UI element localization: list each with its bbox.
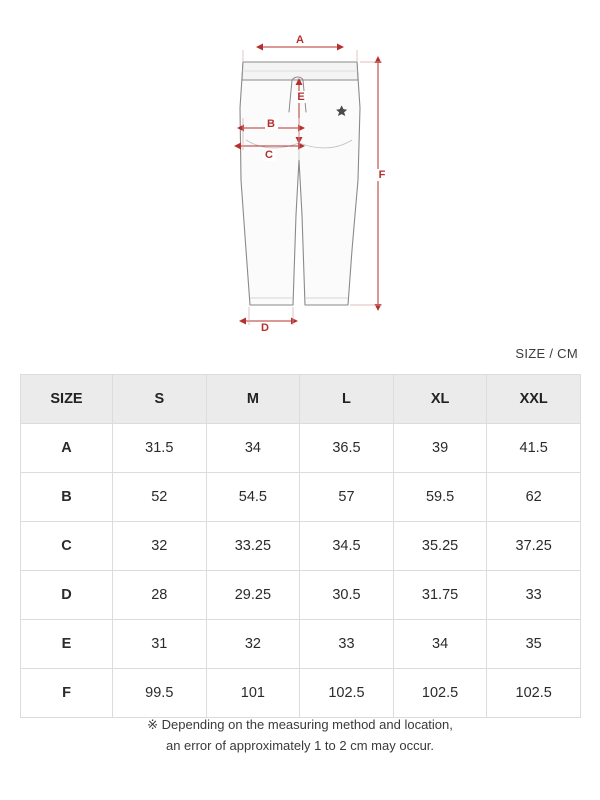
- garment-illustration: [0, 0, 600, 340]
- cell-f-m: 101: [206, 669, 300, 718]
- cell-f-xxl: 102.5: [487, 669, 581, 718]
- cell-e-m: 32: [206, 620, 300, 669]
- column-header-xl: XL: [393, 375, 487, 424]
- cell-e-xxl: 35: [487, 620, 581, 669]
- cell-c-s: 32: [113, 522, 207, 571]
- dimension-label-F: F: [378, 169, 386, 181]
- table-row: [21, 571, 581, 620]
- column-header-l: L: [300, 375, 394, 424]
- cell-c-xl: 35.25: [393, 522, 487, 571]
- measurement-disclaimer: [0, 714, 600, 756]
- size-table-body: [21, 424, 581, 718]
- size-table-container: [20, 374, 580, 718]
- cell-c-m: 33.25: [206, 522, 300, 571]
- cell-e-l: 33: [300, 620, 394, 669]
- row-label-e: E: [21, 620, 113, 669]
- disclaimer-line-1: ※ Depending on the measuring method and location,: [147, 717, 453, 732]
- table-header-row: [21, 375, 581, 424]
- column-header-xxl: XXL: [487, 375, 581, 424]
- table-row: [21, 620, 581, 669]
- row-label-b: B: [21, 473, 113, 522]
- cell-b-l: 57: [300, 473, 394, 522]
- cell-e-xl: 34: [393, 620, 487, 669]
- cell-c-xxl: 37.25: [487, 522, 581, 571]
- cell-a-xxl: 41.5: [487, 424, 581, 473]
- cell-b-xxl: 62: [487, 473, 581, 522]
- cell-d-xxl: 33: [487, 571, 581, 620]
- cell-b-xl: 59.5: [393, 473, 487, 522]
- cell-a-l: 36.5: [300, 424, 394, 473]
- cell-d-s: 28: [113, 571, 207, 620]
- cell-e-s: 31: [113, 620, 207, 669]
- table-row: [21, 669, 581, 718]
- cell-f-s: 99.5: [113, 669, 207, 718]
- cell-a-xl: 39: [393, 424, 487, 473]
- size-table: [20, 374, 581, 718]
- cell-a-m: 34: [206, 424, 300, 473]
- cell-a-s: 31.5: [113, 424, 207, 473]
- cell-c-l: 34.5: [300, 522, 394, 571]
- dimension-label-C: C: [265, 149, 273, 161]
- dimension-label-B: B: [267, 118, 275, 130]
- column-header-m: M: [206, 375, 300, 424]
- cell-f-l: 102.5: [300, 669, 394, 718]
- dimension-label-A: A: [296, 34, 304, 46]
- dimension-label-D: D: [261, 322, 269, 334]
- cell-d-m: 29.25: [206, 571, 300, 620]
- column-header-size: SIZE: [21, 375, 113, 424]
- cell-b-m: 54.5: [206, 473, 300, 522]
- row-label-f: F: [21, 669, 113, 718]
- cell-d-xl: 31.75: [393, 571, 487, 620]
- row-label-d: D: [21, 571, 113, 620]
- dimension-label-E: E: [297, 91, 305, 103]
- size-table-head: [21, 375, 581, 424]
- table-row: [21, 522, 581, 571]
- disclaimer-line-2: an error of approximately 1 to 2 cm may occur.: [165, 738, 435, 753]
- cell-d-l: 30.5: [300, 571, 394, 620]
- row-label-c: C: [21, 522, 113, 571]
- column-header-s: S: [113, 375, 207, 424]
- cell-f-xl: 102.5: [393, 669, 487, 718]
- row-label-a: A: [21, 424, 113, 473]
- cell-b-s: 52: [113, 473, 207, 522]
- table-row: [21, 473, 581, 522]
- table-row: [21, 424, 581, 473]
- unit-label: SIZE / CM: [515, 346, 578, 361]
